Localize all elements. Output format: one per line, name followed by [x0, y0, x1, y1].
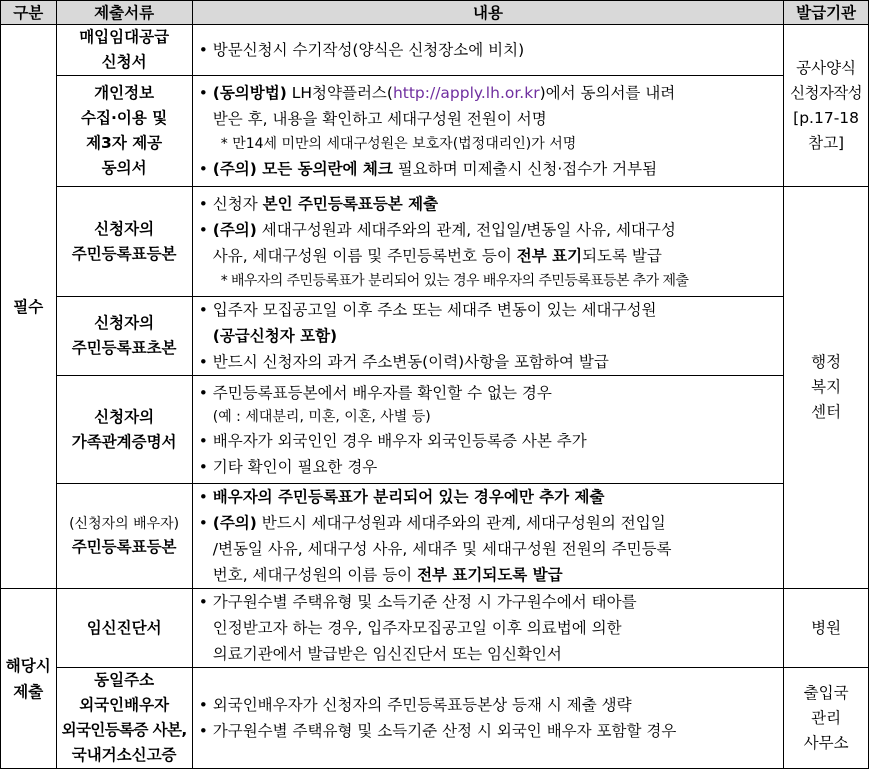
doc-spouse-registration: (신청자의 배우자) 주민등록표등본: [56, 484, 192, 589]
issuer-lh: 공사양식 신청자작성 [p.17-18 참고]: [784, 25, 869, 187]
issuer-admin-center: 행정 복지 센터: [784, 187, 869, 589]
list-item: • 배우자가 외국인인 경우 배우자 외국인등록증 사본 추가: [198, 431, 587, 450]
category-required: 필수: [1, 25, 57, 589]
header-row: [1, 1, 869, 25]
table-row: [1, 589, 869, 668]
content-privacy: • (동의방법) LH청약플러스(http://apply.lh.or.kr)에서 동의서를 내려 받은 후, 내용을 확인하고 세대구성원 전원이 서명 * 만14세 미만의 세대구성원은 보호자(법정대리인)가 서명 • (주의) 모든 동의란에 체크 필요하며 미제출시 신청·접수가 거부됨: [192, 76, 783, 187]
header-category: 구분: [1, 1, 57, 25]
list-item: • 배우자의 주민등록표가 분리되어 있는 경우에만 추가 제출: [198, 488, 605, 506]
list-item: • 입주자 모집공고일 이후 주소 또는 세대주 변동이 있는 세대구성원: [198, 301, 657, 319]
category-conditional: 해당시 제출: [1, 589, 57, 769]
content-resident-abstract: • 입주자 모집공고일 이후 주소 또는 세대주 변동이 있는 세대구성원 (공급신청자 포함) • 반드시 신청자의 과거 주소변동(이력)사항을 포함하여 발급: [192, 297, 783, 376]
header-issuer: 발급기관: [784, 1, 869, 25]
doc-family-certificate: 신청자의 가족관계증명서: [56, 376, 192, 484]
table-row: [1, 187, 869, 297]
note-text: * 배우자의 주민등록표가 분리되어 있는 경우 배우자의 주민등록표등본 추가 제출: [220, 272, 689, 289]
table-row: [1, 76, 869, 187]
list-item: • 주민등록표등본에서 배우자를 확인할 수 없는 경우: [198, 383, 552, 402]
list-item: • 반드시 신청자의 과거 주소변동(이력)사항을 포함하여 발급: [198, 353, 609, 371]
table-row: [1, 297, 869, 376]
table-row: [1, 668, 869, 769]
content-resident-registration: • 신청자 본인 주민등록표등본 제출 • (주의) 세대구성원과 세대주와의 관계, 전입일/변동일 사유, 세대구성 사유, 세대구성원 이름 및 주민등록번호 등이 전부 표기되도록 발급 * 배우자의 주민등록표가 분리되어 있는 경우 배우자의 주민등록표등본 추가 제출: [192, 187, 783, 297]
table-row: [1, 484, 869, 589]
list-item: • 신청자 본인 주민등록표등본 제출: [198, 194, 439, 213]
header-document: 제출서류: [56, 1, 192, 25]
doc-resident-abstract: 신청자의 주민등록표초본: [56, 297, 192, 376]
list-item: • 가구원수별 주택유형 및 소득기준 산정 시 외국인 배우자 포함할 경우: [198, 722, 677, 740]
doc-foreign-spouse: 동일주소 외국인배우자 외국인등록증 사본, 국내거소신고증: [56, 668, 192, 769]
list-item: • (동의방법) LH청약플러스(http://apply.lh.or.kr)에서 동의서를 내려: [198, 84, 676, 102]
table-row: [1, 376, 869, 484]
list-item: • 가구원수별 주택유형 및 소득기준 산정 시 가구원수에서 태아를: [198, 593, 637, 611]
table-row: [1, 25, 869, 76]
lh-link[interactable]: http://apply.lh.or.kr: [392, 84, 540, 102]
list-item: • (주의) 세대구성원과 세대주와의 관계, 전입일/변동일 사유, 세대구성: [198, 220, 676, 239]
doc-privacy-consent: 개인정보 수집·이용 및 제3자 제공 동의서: [56, 76, 192, 187]
header-content: 내용: [192, 1, 783, 25]
doc-lease-application: 매입임대공급 신청서: [56, 25, 192, 76]
content-family-certificate: • 주민등록표등본에서 배우자를 확인할 수 없는 경우 (예 : 세대분리, 미혼, 이혼, 사별 등) • 배우자가 외국인인 경우 배우자 외국인등록증 사본 추가 • 기타 확인이 필요한 경우: [192, 376, 783, 484]
content-lease: [192, 25, 783, 76]
list-item: • (주의) 반드시 세대구성원과 세대주와의 관계, 세대구성원의 전입일: [198, 514, 666, 532]
issuer-immigration: 출입국 관리 사무소: [784, 668, 869, 769]
doc-resident-registration: 신청자의 주민등록표등본: [56, 187, 192, 297]
content-spouse-registration: • 배우자의 주민등록표가 분리되어 있는 경우에만 추가 제출 • (주의) 반드시 세대구성원과 세대주와의 관계, 세대구성원의 전입일 /변동일 사유, 세대구성 사유, 세대주 및 세대구성원 전원의 주민등록 번호, 세대구성원의 이름 등이 전부 표기되도록 발급: [192, 484, 783, 589]
content-pregnancy: • 가구원수별 주택유형 및 소득기준 산정 시 가구원수에서 태아를 인정받고자 하는 경우, 입주자모집공고일 이후 의료법에 의한 의료기관에서 발급받은 임신진단서 또는 임신확인서: [192, 589, 783, 668]
issuer-hospital: 병원: [784, 589, 869, 668]
list-item: • (주의) 모든 동의란에 체크 필요하며 미제출시 신청·접수가 거부됨: [198, 160, 658, 178]
list-item: • 방문신청시 수기작성(양식은 신청장소에 비치): [198, 41, 525, 59]
note-text: * 만14세 미만의 세대구성원은 보호자(법정대리인)가 서명: [220, 136, 577, 152]
list-item: • 기타 확인이 필요한 경우: [198, 457, 378, 476]
list-item: • 외국인배우자가 신청자의 주민등록표등본상 등재 시 제출 생략: [198, 696, 632, 714]
content-foreign-spouse: [192, 668, 783, 769]
doc-pregnancy-certificate: 임신진단서: [56, 589, 192, 668]
